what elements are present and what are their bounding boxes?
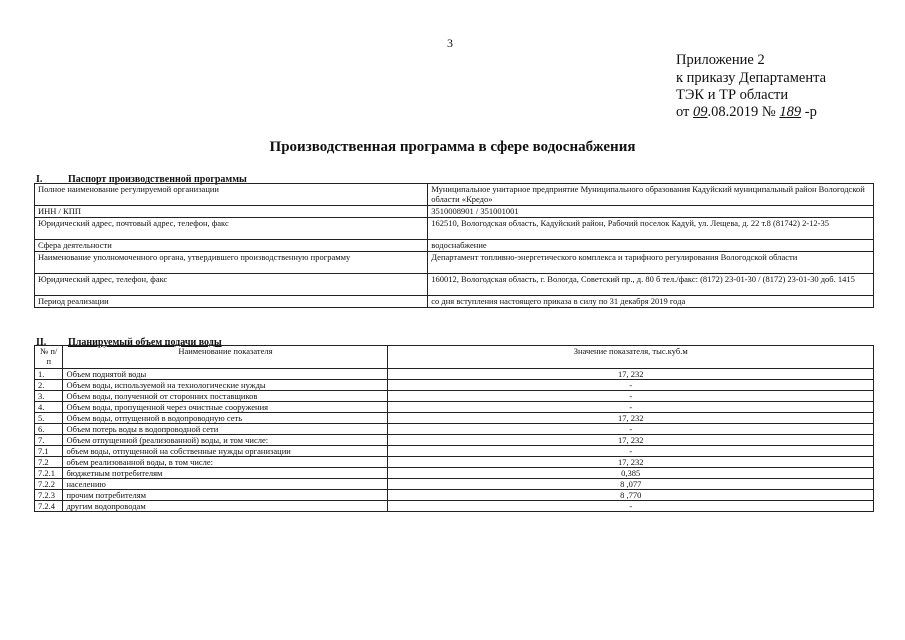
- passport-value: Департамент топливно-энергетического комплекса и тарифного регулирования Вологодской области: [428, 252, 874, 274]
- passport-row: [35, 252, 874, 274]
- document-title: Производственная программа в сфере водоснабжения: [269, 139, 636, 155]
- passport-row: [35, 274, 874, 296]
- row-num: 5.: [35, 413, 63, 424]
- passport-label: ИНН / КПП: [35, 206, 428, 218]
- row-value: -: [388, 391, 874, 402]
- appendix-date-day: 09: [693, 104, 708, 120]
- table-row: [35, 413, 874, 424]
- row-value: 0,385: [388, 468, 874, 479]
- row-num: 1.: [35, 369, 63, 380]
- row-value: -: [388, 380, 874, 391]
- passport-value: 162510, Вологодская область, Кадуйский район, Рабочий поселок Кадуй, ул. Лещева, д. 22 т.8 (81742) 2-12-35: [428, 218, 874, 240]
- row-name: Объем воды, отпущенной в водопроводную сеть: [63, 413, 388, 424]
- row-value: 8 ,077: [388, 479, 874, 490]
- table-row: [35, 369, 874, 380]
- passport-row: [35, 240, 874, 252]
- appendix-date-prefix: от: [676, 104, 694, 120]
- table-row: [35, 435, 874, 446]
- row-num: 4.: [35, 402, 63, 413]
- table-row: [35, 457, 874, 468]
- row-num: 7.2.2: [35, 479, 63, 490]
- row-num: 6.: [35, 424, 63, 435]
- appendix-order-suffix: -р: [801, 104, 817, 120]
- passport-label: Сфера деятельности: [35, 240, 428, 252]
- passport-label: Юридический адрес, почтовый адрес, телефон, факс: [35, 218, 428, 240]
- section-1-title: Паспорт производственной программы: [68, 174, 247, 185]
- row-num: 3.: [35, 391, 63, 402]
- table-row: [35, 479, 874, 490]
- passport-label: Юридический адрес, телефон, факс: [35, 274, 428, 296]
- appendix-date-rest: .08.2019 №: [707, 104, 780, 120]
- appendix-line-2: к приказу Департамента: [676, 70, 827, 86]
- appendix-line-4: [676, 104, 817, 121]
- row-name: объем реализованной воды, в том числе:: [63, 457, 388, 468]
- row-name: объем воды, отпущенной на собственные нужды организации: [63, 446, 388, 457]
- row-name: населению: [63, 479, 388, 490]
- passport-value: 160012, Вологодская область, г. Вологда, Советский пр., д. 80 б тел./факс: (8172) 23-01-30 / (8172) 23-01-30 доб. 1415: [428, 274, 874, 296]
- page-number: 3: [447, 36, 453, 50]
- row-value: 17, 232: [388, 457, 874, 468]
- row-value: 8 ,770: [388, 490, 874, 501]
- passport-label: Период реализации: [35, 296, 428, 308]
- passport-value: 3510008901 / 351001001: [428, 206, 874, 218]
- row-name: Объем воды, используемой на технологические нужды: [63, 380, 388, 391]
- appendix-order-number: 189: [779, 104, 802, 120]
- header-value: Значение показателя, тыс.куб.м: [388, 346, 874, 369]
- section-2-number: II.: [36, 337, 47, 348]
- passport-table: [34, 183, 874, 308]
- row-name: Объем отпущенной (реализованной) воды, и том числе:: [63, 435, 388, 446]
- passport-label: Полное наименование регулируемой организации: [35, 184, 428, 206]
- row-num: 7.2.3: [35, 490, 63, 501]
- row-name: Объем воды, полученной от сторонних поставщиков: [63, 391, 388, 402]
- row-name: прочим потребителям: [63, 490, 388, 501]
- table-row: [35, 490, 874, 501]
- row-name: Объем потерь воды в водопроводной сети: [63, 424, 388, 435]
- row-value: -: [388, 501, 874, 512]
- passport-value: со дня вступления настоящего приказа в силу по 31 декабря 2019 года: [428, 296, 874, 308]
- row-num: 7.2.1: [35, 468, 63, 479]
- passport-label: Наименование уполномоченного органа, утвердившего производственную программу: [35, 252, 428, 274]
- passport-row: [35, 184, 874, 206]
- table-row: [35, 402, 874, 413]
- passport-row: [35, 206, 874, 218]
- row-num: 2.: [35, 380, 63, 391]
- appendix-line-1: Приложение 2: [676, 52, 765, 68]
- passport-row: [35, 218, 874, 240]
- table-row: [35, 391, 874, 402]
- appendix-line-3: ТЭК и ТР области: [676, 87, 789, 103]
- row-name: другим водопроводам: [63, 501, 388, 512]
- row-num: 7.: [35, 435, 63, 446]
- header-name: Наименование показателя: [63, 346, 388, 369]
- table-row: [35, 446, 874, 457]
- water-volume-table: [34, 345, 874, 512]
- table-row: [35, 501, 874, 512]
- row-num: 7.2: [35, 457, 63, 468]
- passport-row: [35, 296, 874, 308]
- row-value: -: [388, 402, 874, 413]
- row-value: -: [388, 446, 874, 457]
- table-row: [35, 424, 874, 435]
- row-name: бюджетным потребителям: [63, 468, 388, 479]
- section-2-title: Планируемый объем подачи воды: [68, 337, 222, 348]
- table-row: [35, 468, 874, 479]
- table-header-row: [35, 346, 874, 369]
- row-value: 17, 232: [388, 369, 874, 380]
- table-row: [35, 380, 874, 391]
- row-value: -: [388, 424, 874, 435]
- row-num: 7.1: [35, 446, 63, 457]
- row-value: 17, 232: [388, 413, 874, 424]
- row-value: 17, 232: [388, 435, 874, 446]
- passport-value: водоснабжение: [428, 240, 874, 252]
- row-name: Объем поднятой воды: [63, 369, 388, 380]
- header-num: № п/п: [35, 346, 63, 369]
- row-name: Объем воды, пропущенной через очистные сооружения: [63, 402, 388, 413]
- row-num: 7.2.4: [35, 501, 63, 512]
- section-1-number: I.: [36, 174, 43, 185]
- passport-value: Муниципальное унитарное предприятие Муниципального образования Кадуйский муниципальный район Вологодской области «Кредо»: [428, 184, 874, 206]
